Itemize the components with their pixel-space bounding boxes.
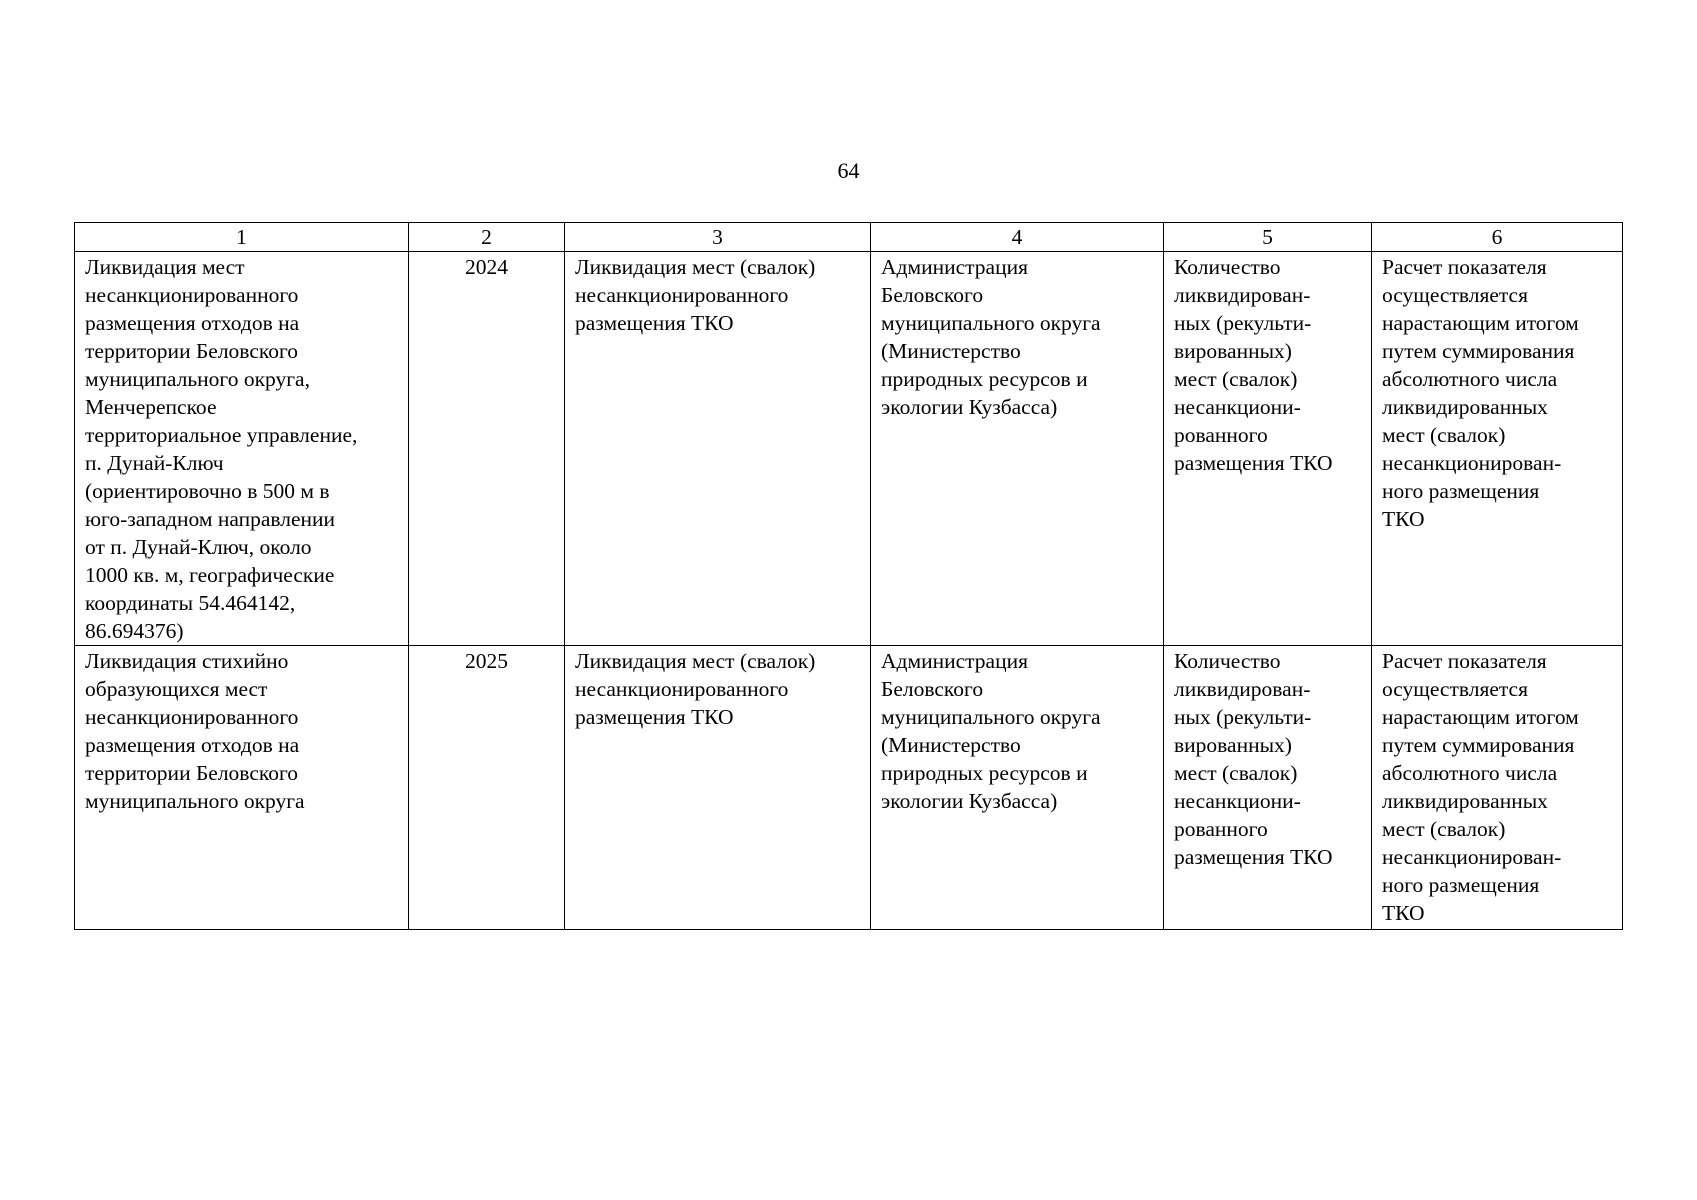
cell-text-line: нарастающим итогом — [1382, 705, 1579, 729]
activity-cell — [565, 252, 871, 646]
cell-text-line: несанкционированного — [575, 677, 789, 701]
cell-text-line: территории Беловского — [85, 761, 299, 785]
cell-text-line: образующихся мест — [85, 677, 268, 701]
year-cell — [409, 252, 565, 646]
cell-text-line: Расчет показателя — [1382, 649, 1547, 673]
cell-text-line: ТКО — [1382, 507, 1425, 531]
year-cell — [409, 646, 565, 930]
measure-cell — [75, 252, 409, 646]
cell-text-line: ных (рекульти- — [1174, 311, 1312, 335]
page-number: 64 — [837, 158, 860, 183]
column-number-3: 3 — [565, 223, 871, 252]
cell-text-line: 2025 — [465, 649, 508, 673]
cell-text-line: Беловского — [881, 677, 984, 701]
cell-text-line: (ориентировочно в 500 м в — [85, 479, 330, 503]
cell-text-line: несанкциони- — [1174, 789, 1301, 813]
cell-text-line: 86.694376) — [85, 619, 184, 643]
cell-text-line: экологии Кузбасса) — [881, 789, 1058, 813]
cell-text-line: территориальное управление, — [85, 423, 358, 447]
cell-text-line: Количество — [1174, 255, 1281, 279]
cell-text-line: координаты 54.464142, — [85, 591, 296, 615]
cell-text-line: Администрация — [881, 255, 1028, 279]
cell-text-line: несанкционирован- — [1382, 845, 1562, 869]
cell-text-line: размещения ТКО — [575, 705, 734, 729]
indicator-cell — [1164, 646, 1372, 930]
cell-text-line: осуществляется — [1382, 677, 1528, 701]
cell-text-line: п. Дунай-Ключ — [85, 451, 224, 475]
cell-text-line: ного размещения — [1382, 873, 1540, 897]
cell-text-line: несанкциони- — [1174, 395, 1301, 419]
cell-text-line: рованного — [1174, 817, 1268, 841]
table-row — [75, 252, 1623, 646]
cell-text-line: Количество — [1174, 649, 1281, 673]
cell-text-line: размещения отходов на — [85, 733, 300, 757]
cell-text-line: несанкционированного — [85, 283, 299, 307]
cell-text-line: ликвидированных — [1382, 789, 1548, 813]
cell-text-line: юго-западном направлении — [85, 507, 336, 531]
cell-text-line: (Министерство — [881, 339, 1021, 363]
cell-text-line: ликвидирован- — [1174, 283, 1311, 307]
cell-text-line: размещения ТКО — [575, 311, 734, 335]
cell-text-line: Менчерепское — [85, 395, 217, 419]
cell-text-line: размещения отходов на — [85, 311, 300, 335]
cell-text-line: Администрация — [881, 649, 1028, 673]
measures-table — [74, 222, 1623, 930]
column-number-6: 6 — [1372, 223, 1623, 252]
cell-text-line: мест (свалок) — [1382, 817, 1506, 841]
cell-text-line: вированных) — [1174, 733, 1292, 757]
cell-text-line: ликвидированных — [1382, 395, 1548, 419]
responsible-cell — [871, 646, 1164, 930]
cell-text-line: Расчет показателя — [1382, 255, 1547, 279]
cell-text-line: мест (свалок) — [1382, 423, 1506, 447]
cell-text-line: вированных) — [1174, 339, 1292, 363]
cell-text-line: абсолютного числа — [1382, 367, 1558, 391]
cell-text-line: экологии Кузбасса) — [881, 395, 1058, 419]
measure-cell — [75, 646, 409, 930]
cell-text-line: путем суммирования — [1382, 339, 1575, 363]
cell-text-line: размещения ТКО — [1174, 451, 1333, 475]
activity-cell — [565, 646, 871, 930]
column-number-2: 2 — [409, 223, 565, 252]
cell-text-line: муниципального округа, — [85, 367, 310, 391]
cell-text-line: ТКО — [1382, 901, 1425, 925]
cell-text-line: 1000 кв. м, географические — [85, 563, 335, 587]
cell-text-line: Ликвидация мест — [85, 255, 245, 279]
cell-text-line: нарастающим итогом — [1382, 311, 1579, 335]
cell-text-line: путем суммирования — [1382, 733, 1575, 757]
cell-text-line: 2024 — [465, 255, 508, 279]
cell-text-line: муниципального округа — [881, 311, 1101, 335]
cell-text-line: территории Беловского — [85, 339, 299, 363]
cell-text-line: от п. Дунай-Ключ, около — [85, 535, 312, 559]
indicator-cell — [1164, 252, 1372, 646]
table-row — [75, 646, 1623, 930]
cell-text-line: ных (рекульти- — [1174, 705, 1312, 729]
cell-text-line: абсолютного числа — [1382, 761, 1558, 785]
cell-text-line: несанкционированного — [85, 705, 299, 729]
cell-text-line: Ликвидация стихийно — [85, 649, 289, 673]
cell-text-line: размещения ТКО — [1174, 845, 1333, 869]
cell-text-line: Беловского — [881, 283, 984, 307]
cell-text-line: мест (свалок) — [1174, 761, 1298, 785]
cell-text-line: ного размещения — [1382, 479, 1540, 503]
column-number-1: 1 — [75, 223, 409, 252]
cell-text-line: мест (свалок) — [1174, 367, 1298, 391]
cell-text-line: рованного — [1174, 423, 1268, 447]
cell-text-line: природных ресурсов и — [881, 761, 1088, 785]
cell-text-line: природных ресурсов и — [881, 367, 1088, 391]
table-header-row — [75, 223, 1623, 252]
column-number-5: 5 — [1164, 223, 1372, 252]
cell-text-line: несанкционирован- — [1382, 451, 1562, 475]
cell-text-line: ликвидирован- — [1174, 677, 1311, 701]
calculation-cell — [1372, 252, 1623, 646]
calculation-cell — [1372, 646, 1623, 930]
responsible-cell — [871, 252, 1164, 646]
cell-text-line: (Министерство — [881, 733, 1021, 757]
cell-text-line: муниципального округа — [881, 705, 1101, 729]
cell-text-line: муниципального округа — [85, 789, 305, 813]
cell-text-line: Ликвидация мест (свалок) — [575, 649, 816, 673]
cell-text-line: несанкционированного — [575, 283, 789, 307]
column-number-4: 4 — [871, 223, 1164, 252]
cell-text-line: осуществляется — [1382, 283, 1528, 307]
cell-text-line: Ликвидация мест (свалок) — [575, 255, 816, 279]
